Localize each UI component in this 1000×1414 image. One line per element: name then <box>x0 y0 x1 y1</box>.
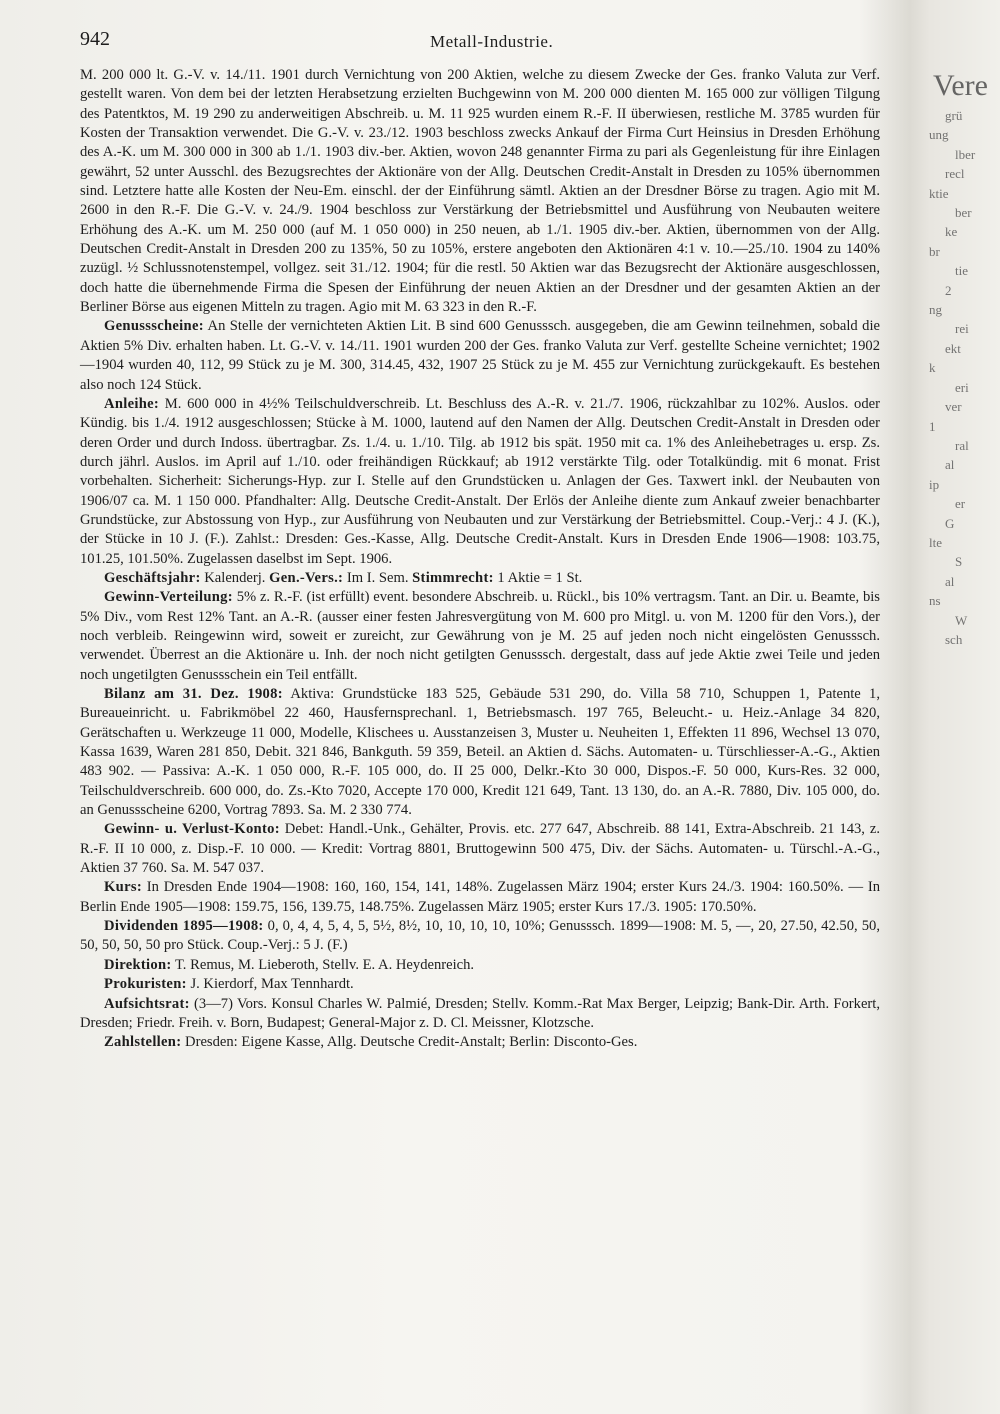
section-label: Aufsichtsrat: <box>104 995 190 1012</box>
facing-page-fragment: ver <box>945 399 962 415</box>
facing-page-fragment: 1 <box>929 418 936 434</box>
page-header <box>80 28 880 58</box>
section-kurs <box>80 878 880 917</box>
section-gewinn-verlust <box>80 820 880 878</box>
section-geschaeftsjahr <box>80 569 880 588</box>
main-text-column <box>80 66 880 1053</box>
section-text: J. Kierdorf, Max Tennhardt. <box>186 976 354 993</box>
facing-page-fragments <box>915 106 1000 649</box>
facing-page-fragment: rei <box>955 321 969 337</box>
section-prokuristen <box>80 975 880 994</box>
facing-page-fragment: 2 <box>945 282 952 298</box>
facing-page-fragment: grü <box>945 108 963 123</box>
section-label: Anleihe: <box>104 395 160 412</box>
facing-page-fragment: ng <box>929 302 942 318</box>
section-label: Geschäftsjahr: <box>104 569 201 586</box>
section-text: Aktiva: Grundstücke 183 525, Gebäude 531 290, do. Villa 58 710, Schuppen 1, Patente 1, Bureaueinricht. u. Fabrikmöbel 22 460, Hausfernsprechanl. 1, Betriebsmasch. 197 765, Beleucht.- u. Heiz.-Anlage 34 820, Gerätschaften u. Werkzeuge 11 000, Modelle, Klischees u. Ausstanzeisen 3, Muster u. Neuheiten 1, Effekten 11 896, Wechsel 13 070, Kassa 1639, Waren 281 850, Debit. 321 846, Bankguth. 59 359, Beteil. an Aktien d. Sächs. Automaten- u. Türschliesser-A.-G., Aktien 483 902. — Passiva: A.-K. 1 050 000, R.-F. 105 000, do. II 25 000, Delkr.-Kto 30 000, Dispos.-F. 50 000, Kurs-Res. 32 000, Teilschuldverschreib. 600 000, do. Zs.-Kto 7020, Accepte 170 000, Kredit 121 649, Tant. 13 130, do. an A.-R. 7880, Div. 105 000, do. an Genussscheine 6200, Vortrag 7893. Sa. M. 2 330 774. <box>80 686 880 819</box>
facing-page-fragment: br <box>929 243 940 259</box>
section-anleihe <box>80 395 880 569</box>
page-number: 942 <box>80 28 110 50</box>
section-bilanz <box>80 685 880 820</box>
section-label: Dividenden 1895—1908: <box>104 918 264 935</box>
section-label: Gen.-Vers.: <box>269 569 344 586</box>
section-genussscheine <box>80 317 880 394</box>
section-label: Bilanz am 31. Dez. 1908: <box>104 686 283 702</box>
facing-page-bleed <box>915 66 1000 966</box>
section-text: 0, 0, 4, 4, 5, 4, 5, 5½, 8½, 10, 10, 10, 10, 10%; Genusssch. 1899—1908: M. 5, —, 20, 27.50, 42.50, 50, 50, 50, 50, 50 pro Stück. Coup.-Verj.: 5 J. (F.) <box>80 918 880 954</box>
section-direktion <box>80 956 880 975</box>
section-label: Gewinn- u. Verlust-Konto: <box>104 821 280 838</box>
section-text: T. Remus, M. Lieberoth, Stellv. E. A. Heydenreich. <box>171 956 475 973</box>
facing-page-fragment: eri <box>955 379 969 395</box>
facing-page-fragment: S <box>955 554 963 570</box>
section-zahlstellen <box>80 1033 880 1052</box>
section-text: 5% z. R.-F. (ist erfüllt) event. besondere Abschreib. u. Rückl., bis 10% vertragsm. Tant. an Dir. u. Beamte, bis 5% Div., vom Rest 12% Tant. an A.-R. (ausser einer festen Jahresvergütung von M. 600 pro Mitgl. u. von M. 1200 für den Vors.), der noch verbleib. Reingewinn wird, soweit er zureicht, zur Gewährung von je M. 25 auf jeden noch nicht eingelösten Genusssch. verwendet. Überrest an die Aktionäre u. Inh. der noch nicht getilgten Genusssch. dergestalt, dass auf jede Aktie zwei Teile und jeden noch ungetilgten Genussschein ein Teil entfällt. <box>80 589 880 683</box>
section-text: Dresden: Eigene Kasse, Allg. Deutsche Credit-Anstalt; Berlin: Disconto-Ges. <box>181 1034 638 1051</box>
facing-page-fragment: G <box>945 515 955 531</box>
facing-page-fragment: ke <box>945 224 958 240</box>
section-text: Im I. Sem. <box>343 569 413 586</box>
facing-page-fragment: k <box>929 360 936 376</box>
section-label: Kurs: <box>104 879 142 896</box>
facing-page-heading: Vere <box>933 69 988 102</box>
section-label: Genussscheine: <box>104 318 204 335</box>
section-text: 1 Aktie = 1 St. <box>493 569 583 586</box>
section-label: Direktion: <box>104 956 172 973</box>
section-text: Kalenderj. <box>200 569 270 586</box>
facing-page-fragment: al <box>945 457 955 473</box>
facing-page-fragment: tie <box>955 263 968 279</box>
facing-page-fragment: lte <box>929 534 942 550</box>
facing-page-fragment: ung <box>929 127 949 143</box>
facing-page-fragment: ekt <box>945 340 961 356</box>
section-text: Debet: Handl.-Unk., Gehälter, Provis. etc. 277 647, Abschreib. 88 141, Extra-Abschreib. 21 143, z. R.-F. II 10 000, z. Disp.-F. 10 000. — Kredit: Vortrag 8801, Bruttogewinn 500 475, Div. der Sächs. Automaten- u. Türschl.-A.-G., Aktien 37 760. Sa. M. 547 037. <box>80 821 880 877</box>
facing-page-fragment: ns <box>929 593 941 609</box>
section-dividenden <box>80 917 880 956</box>
running-head: Metall-Industrie. <box>430 32 554 51</box>
section-text: (3—7) Vors. Konsul Charles W. Palmié, Dresden; Stellv. Komm.-Rat Max Berger, Leipzig; Bank-Dir. Arth. Forkert, Dresden; Friedr. Freih. v. Born, Budapest; General-Major z. D. Cl. Meissner, Klotzsche. <box>80 995 880 1031</box>
section-aufsichtsrat <box>80 995 880 1034</box>
section-text: M. 600 000 in 4½% Teilschuldverschreib. Lt. Beschluss des A.-R. v. 21./7. 1906, rückzahlbar zu 102%. Auslos. oder Kündig. bis 1./4. 1912 ausgeschlossen; Stücke à M. 1000, lautend auf den Namen der Allg. Deutschen Credit-Anstalt in Dresden oder deren Order und durch Indoss. übertragbar. Zs. 1./4. u. 1./10. Tilg. ab 1912 bis spät. 1950 mit ca. 1% des Anleihebetrages u. ersp. Zs. durch jährl. Auslos. im April auf 1./10. oder freihändigen Rückkauf; ab 1912 verstärkte Tilg. oder Totalkündig. mit 6 monat. Frist vorbehalten. Sicherheit: Sicherungs-Hyp. zur I. Stelle auf den Grundstücken u. Anlagen der Ges. Taxwert inkl. der Neubauten von 1906/07 ca. M. 1 150 000. Pfandhalter: Allg. Deutsche Credit-Anstalt. Der Erlös der Anleihe diente zum Ankauf zweier benachbarter Grundstücke, zur Abstossung von Hyp., zur Ausführung von Neubauten und zur Verstärkung der Betriebsmittel. Coup.-Verj.: 4 J. (K.), der Stücke in 10 J. (F.). Zahlst.: Dresden: Ges.-Kasse, Allg. Deutsche Credit-Anstalt. Kurs in Dresden Ende 1906—1908: 103.75, 101.25, 101.50%. Zugelassen daselbst im Sept. 1906. <box>80 395 880 567</box>
facing-page-fragment: lber <box>955 146 976 162</box>
facing-page-fragment: recl <box>945 166 965 182</box>
section-label: Stimmrecht: <box>412 569 494 586</box>
facing-page-fragment: sch <box>945 631 963 647</box>
section-text: In Dresden Ende 1904—1908: 160, 160, 154, 141, 148%. Zugelassen März 1904; erster Kurs 24./3. 1904: 160.50%. — In Berlin Ende 1905—1908: 159.75, 156, 139.75, 148.75%. Zugelassen März 1905; erster Kurs 17./3. 1905: 170.50%. <box>80 879 880 915</box>
section-text: An Stelle der vernichteten Aktien Lit. B sind 600 Genusssch. ausgegeben, die am Gewinn teilnehmen, sobald die Aktien 5% Div. erhalten haben. Lt. G.-V. v. 14./11. 1901 wurden 200 der Ges. franko Valuta zur Verf. gestellte Scheine vernichtet; 1902—1904 wurden 40, 112, 99 Stück zu je M. 300, 314.45, 432, 1907 25 Stück zu je M. 455 zur Vernichtung zurückgekauft. Es bestehen also noch 124 Stück. <box>80 318 880 393</box>
facing-page-fragment: ip <box>929 476 940 492</box>
facing-page-fragment: ral <box>955 437 969 453</box>
facing-page-fragment: ktie <box>929 185 949 201</box>
facing-page-fragment: W <box>955 612 968 628</box>
section-label: Prokuristen: <box>104 976 187 993</box>
facing-page-fragment: er <box>955 496 966 512</box>
section-label: Gewinn-Verteilung: <box>104 589 233 606</box>
facing-page-fragment: al <box>945 573 955 589</box>
section-gewinn-verteilung <box>80 588 880 685</box>
facing-page-fragment: ber <box>955 205 972 221</box>
paragraph-capital-history: M. 200 000 lt. G.-V. v. 14./11. 1901 durch Vernichtung von 200 Aktien, welche zu diesem Zwecke der Ges. franko Valuta zur Verf. gestellt waren. Von dem bei der letzten Herabsetzung erzielten Buchgewinn von M. 200 000 dienten M. 165 000 zur völligen Tilgung des Patentktos, M. 19 290 zu anderweitigen Abschreib. u. M. 11 925 wurden einem R.-F. II überwiesen, restliche M. 3785 wurden für Kosten der Transaktion verwendet. Die G.-V. v. 23./12. 1903 beschloss zwecks Ankauf der Firma Curt Heinsius in Dresden Erhöhung des A.-K. um M. 300 000 in 300 ab 1./1. 1903 div.-ber. Aktien, wovon 248 genannter Firma zu pari als Gegenleistung für ihre Einlagen gewährt, 52 unter Ausschl. des Bezugsrechtes der Aktionäre von der Allg. Deutschen Credit-Anstalt in Dresden zu 105% übernommen sind. Letztere hatte alle Kosten der Neu-Em. einschl. der der Einführung sämtl. Aktien an der Dresdner Börse zu tragen. Agio mit M. 2600 in den R.-F. Die G.-V. v. 24./9. 1904 beschloss zur Verstärkung der Betriebsmittel und Ausführung von Neubauten weitere Erhöhung des A.-K. um M. 250 000 (auf M. 1 050 000) in 250 neuen, ab 1./1. 1905 div.-ber. Aktien, übernommen von der Allg. Deutschen Credit-Anstalt in Dresden 200 zu 135%, 50 zu 105%, erstere angeboten den Aktionären 4:1 v. 10.—25./10. 1904 zu 140% zuzügl. ½ Schlussnotenstempel, vollgez. seit 31./12. 1904; für die restl. 50 Aktien war das Bezugsrecht der Aktionäre ausgeschlossen, doch hatte die übernehmende Firma die Spesen der Einführung der neuen Aktien an der Dresdner und der gesamten Aktien an der Berliner Börse aus eigenen Mitteln zu tragen. Agio mit M. 63 323 in den R.-F. <box>80 67 880 316</box>
section-label: Zahlstellen: <box>104 1034 182 1051</box>
